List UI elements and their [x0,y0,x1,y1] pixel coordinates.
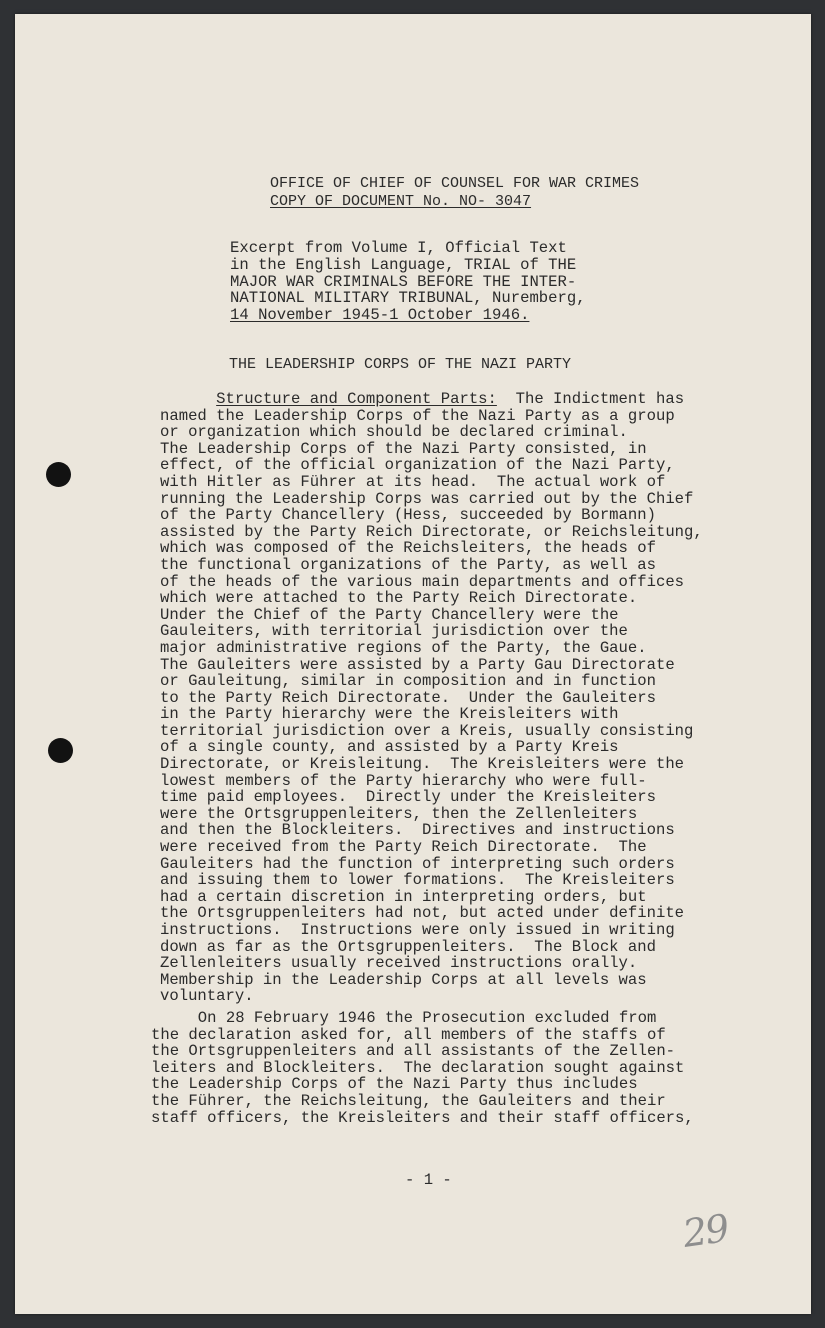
text-line: Directorate, or Kreisleitung. The Kreisleiters were the [160,755,685,774]
text-line: territorial jurisdiction over a Kreis, usually consisting [160,721,694,740]
excerpt-line: in the English Language, TRIAL of THE [230,255,577,274]
text-line: of the Party Chancellery (Hess, succeeded by Bormann) [160,506,656,525]
text-line: instructions. Instructions were only issued in writing [160,921,675,939]
page-number: - 1 - [405,1171,452,1189]
text-line: with Hitler as Führer at its head. The actual work of [160,472,666,491]
paragraph-structure [160,391,703,1005]
text-line: or Gauleitung, similar in composition and in function [160,672,656,691]
text-line: Gauleiters, with territorial jurisdiction over the [160,622,628,641]
text-line: assisted by the Party Reich Directorate, or Reichsleitung, [160,522,703,541]
text-line: lowest members of the Party hierarchy who were full- [160,771,647,790]
text-line: The Leadership Corps of the Nazi Party consisted, in [160,439,647,458]
text-line: effect, of the official organization of the Nazi Party, [160,456,675,475]
excerpt-line: MAJOR WAR CRIMINALS BEFORE THE INTER- [230,272,577,291]
text-line: The Indictment has [515,390,685,408]
section-title: THE LEADERSHIP CORPS OF THE NAZI PARTY [229,356,572,373]
text-line: Zellenleiters usually received instructions orally. [160,954,638,973]
text-line: which was composed of the Reichsleiters, the heads of [160,539,656,558]
text-line: leiters and Blockleiters. The declaration sought against [151,1058,685,1077]
text-line: were the Ortsgruppenleiters, then the Zellenleiters [160,804,638,823]
text-line: and then the Blockleiters. Directives and instructions [160,821,675,840]
text-line: staff officers, the Kreisleiters and their staff officers, [151,1108,694,1127]
text-line: which were attached to the Party Reich Directorate. [160,589,638,608]
text-line: Gauleiters had the function of interpreting such orders [160,854,675,873]
text-line: the Ortsgruppenleiters and all assistants of the Zellen- [151,1042,676,1061]
text-line: Membership in the Leadership Corps at all levels was [160,970,647,989]
text-line: On 28 February 1946 the Prosecution excluded from [151,1009,657,1027]
copy-of-document-line: COPY OF DOCUMENT No. NO- 3047 [270,193,532,210]
excerpt-line: NATIONAL MILITARY TRIBUNAL, Nuremberg, [230,289,586,308]
punch-hole-lower [48,738,73,763]
excerpt-line: Excerpt from Volume I, Official Text [230,239,567,257]
handwritten-archive-number: 29 [680,1206,731,1256]
text-line: the Ortsgruppenleiters had not, but acted under definite [160,904,685,923]
document-page [15,14,811,1314]
text-line: voluntary. [160,987,254,1006]
text-line: Under the Chief of the Party Chancellery were the [160,605,619,624]
text-line: the Führer, the Reichsleitung, the Gauleiters and their [151,1091,666,1110]
text-line: the declaration asked for, all members of the staffs of [151,1025,666,1044]
text-line: time paid employees. Directly under the Kreisleiters [160,788,656,807]
text-line: major administrative regions of the Party, the Gaue. [160,638,647,657]
text-line: of the heads of the various main departments and offices [160,572,685,591]
paragraph-heading: Structure and Component Parts: [216,390,497,408]
paragraph-prosecution [151,1010,694,1126]
document-header [270,175,639,211]
text-line: were received from the Party Reich Directorate. The [160,838,647,857]
text-line: and issuing them to lower formations. The Kreisleiters [160,871,675,890]
text-line: of a single county, and assisted by a Party Kreis [160,738,619,757]
office-line: OFFICE OF CHIEF OF COUNSEL FOR WAR CRIMES [270,175,640,192]
text-line: down as far as the Ortsgruppenleiters. The Block and [160,937,656,956]
text-line: to the Party Reich Directorate. Under the Gauleiters [160,688,656,707]
text-line: the functional organizations of the Party, as well as [160,555,656,574]
text-line: had a certain discretion in interpreting orders, but [160,887,647,906]
excerpt-line-dates: 14 November 1945-1 October 1946. [230,306,530,325]
text-line: in the Party hierarchy were the Kreisleiters with [160,705,619,724]
punch-hole-upper [46,462,71,487]
text-line: The Gauleiters were assisted by a Party Gau Directorate [160,655,675,674]
text-line: the Leadership Corps of the Nazi Party thus includes [151,1075,638,1094]
text-line: or organization which should be declared criminal. [160,423,628,442]
text-line: running the Leadership Corps was carried out by the Chief [160,489,694,508]
excerpt-block [230,240,586,324]
text-line: named the Leadership Corps of the Nazi Party as a group [160,406,675,425]
